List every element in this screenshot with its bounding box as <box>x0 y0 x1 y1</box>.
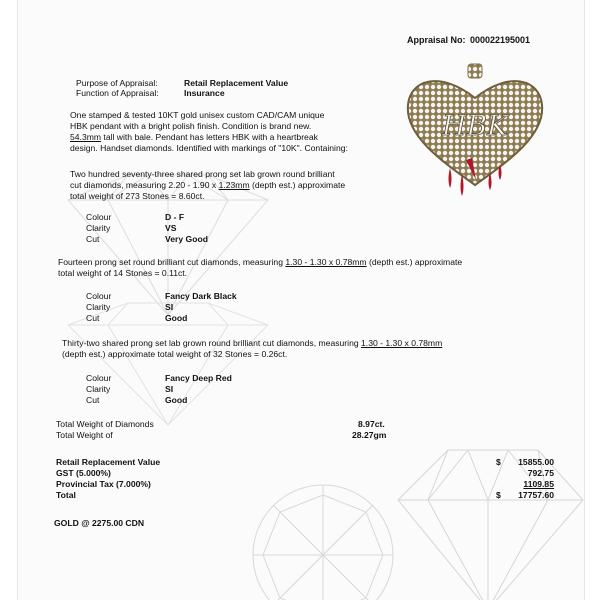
group3-clarity-label: Clarity <box>86 384 111 394</box>
total-currency: $ <box>496 490 501 500</box>
total-label: Total <box>56 490 76 500</box>
gold-price: GOLD @ 2275.00 CDN <box>54 518 145 528</box>
group2-line-2: total weight of 14 Stones = 0.11ct. <box>58 268 188 278</box>
group2-colour-label: Colour <box>86 291 112 301</box>
purpose-value: Retail Replacement Value <box>184 78 289 88</box>
group1-clarity-value: VS <box>165 223 177 233</box>
group2-cut-label: Cut <box>86 313 100 323</box>
total-diamond-weight-label: Total Weight of Diamonds <box>56 419 154 429</box>
function-label: Function of Appraisal: <box>76 88 159 98</box>
total-diamond-weight-value: 8.97ct. <box>358 419 385 429</box>
group1-line-2c: (depth est.) approximate <box>249 180 346 190</box>
group1-line-1: Two hundred seventy-three shared prong set lab grown round brilliant <box>70 169 335 179</box>
group3-line-2: (depth est.) approximate total weight of 32 Stones = 0.26ct. <box>62 349 288 359</box>
group2-line-1a: Fourteen prong set round brilliant cut diamonds, measuring <box>58 257 286 267</box>
group2-clarity-value: SI <box>165 302 174 312</box>
rrv-label: Retail Replacement Value <box>56 457 161 467</box>
rrv-value: 15855.00 <box>518 457 554 467</box>
group1-line-3: total weight of 273 Stones = 8.60ct. <box>70 191 205 201</box>
description-line-3-rest: tall with bale. Pendant has letters HBK with a heartbreak <box>101 132 318 142</box>
appraisal-document <box>18 0 584 600</box>
total-weight-label: Total Weight of <box>56 430 113 440</box>
group3-line-1 <box>62 338 442 349</box>
rrv-currency: $ <box>496 457 501 467</box>
group1-cut-label: Cut <box>86 234 100 244</box>
group2-cut-value: Good <box>165 313 188 323</box>
group3-colour-value: Fancy Deep Red <box>165 373 232 383</box>
description-line-3 <box>70 132 318 143</box>
group3-line-1a: Thirty-two shared prong set lab grown round brilliant cut diamonds, measuring <box>62 338 362 348</box>
purpose-label: Purpose of Appraisal: <box>76 78 158 88</box>
group1-line-2 <box>70 180 345 191</box>
function-value: Insurance <box>184 88 225 98</box>
group1-colour-value: D - F <box>165 212 185 222</box>
appraisal-number: 000022195001 <box>470 35 531 45</box>
group1-depth: 1.23mm <box>218 180 250 190</box>
pendant-letters: HBK <box>442 109 508 142</box>
total-value: 17757.60 <box>518 490 554 500</box>
group1-cut-value: Very Good <box>165 234 208 244</box>
pendant-height: 54.3mm <box>70 132 102 142</box>
round-diamond-watermark <box>238 470 408 600</box>
description-line-4: design. Handset diamonds. Identified with markings of "10K". Containing: <box>70 143 348 153</box>
description-line-2: HBK pendant with a bright polish finish. Condition is brand new. <box>70 121 312 131</box>
group1-clarity-label: Clarity <box>86 223 111 233</box>
appraisal-number-label: Appraisal No: <box>407 35 466 45</box>
pst-label: Provincial Tax (7.000%) <box>56 479 151 489</box>
total-weight-value: 28.27gm <box>352 430 387 440</box>
gst-label: GST (5.000%) <box>56 468 111 478</box>
diamond-watermark-bottom-right <box>388 440 584 600</box>
pendant-image <box>400 60 550 200</box>
group1-colour-label: Colour <box>86 212 112 222</box>
group3-clarity-value: SI <box>165 384 174 394</box>
group3-measure: 1.30 - 1.30 x 0.78mm <box>361 338 443 348</box>
group3-cut-value: Good <box>165 395 188 405</box>
pst-value: 1109.85 <box>523 479 554 489</box>
group1-line-2a: cut diamonds, measuring 2.20 - 1.90 x <box>70 180 219 190</box>
group2-clarity-label: Clarity <box>86 302 111 312</box>
group3-cut-label: Cut <box>86 395 100 405</box>
group2-colour-value: Fancy Dark Black <box>165 291 237 301</box>
group3-colour-label: Colour <box>86 373 112 383</box>
group2-measure: 1.30 - 1.30 x 0.78mm <box>285 257 367 267</box>
group2-line-1 <box>58 257 462 268</box>
description-line-1: One stamped & tested 10KT gold unisex custom CAD/CAM unique <box>70 110 325 120</box>
group2-line-1c: (depth est.) approximate <box>366 257 463 267</box>
gst-value: 792.75 <box>527 468 554 478</box>
